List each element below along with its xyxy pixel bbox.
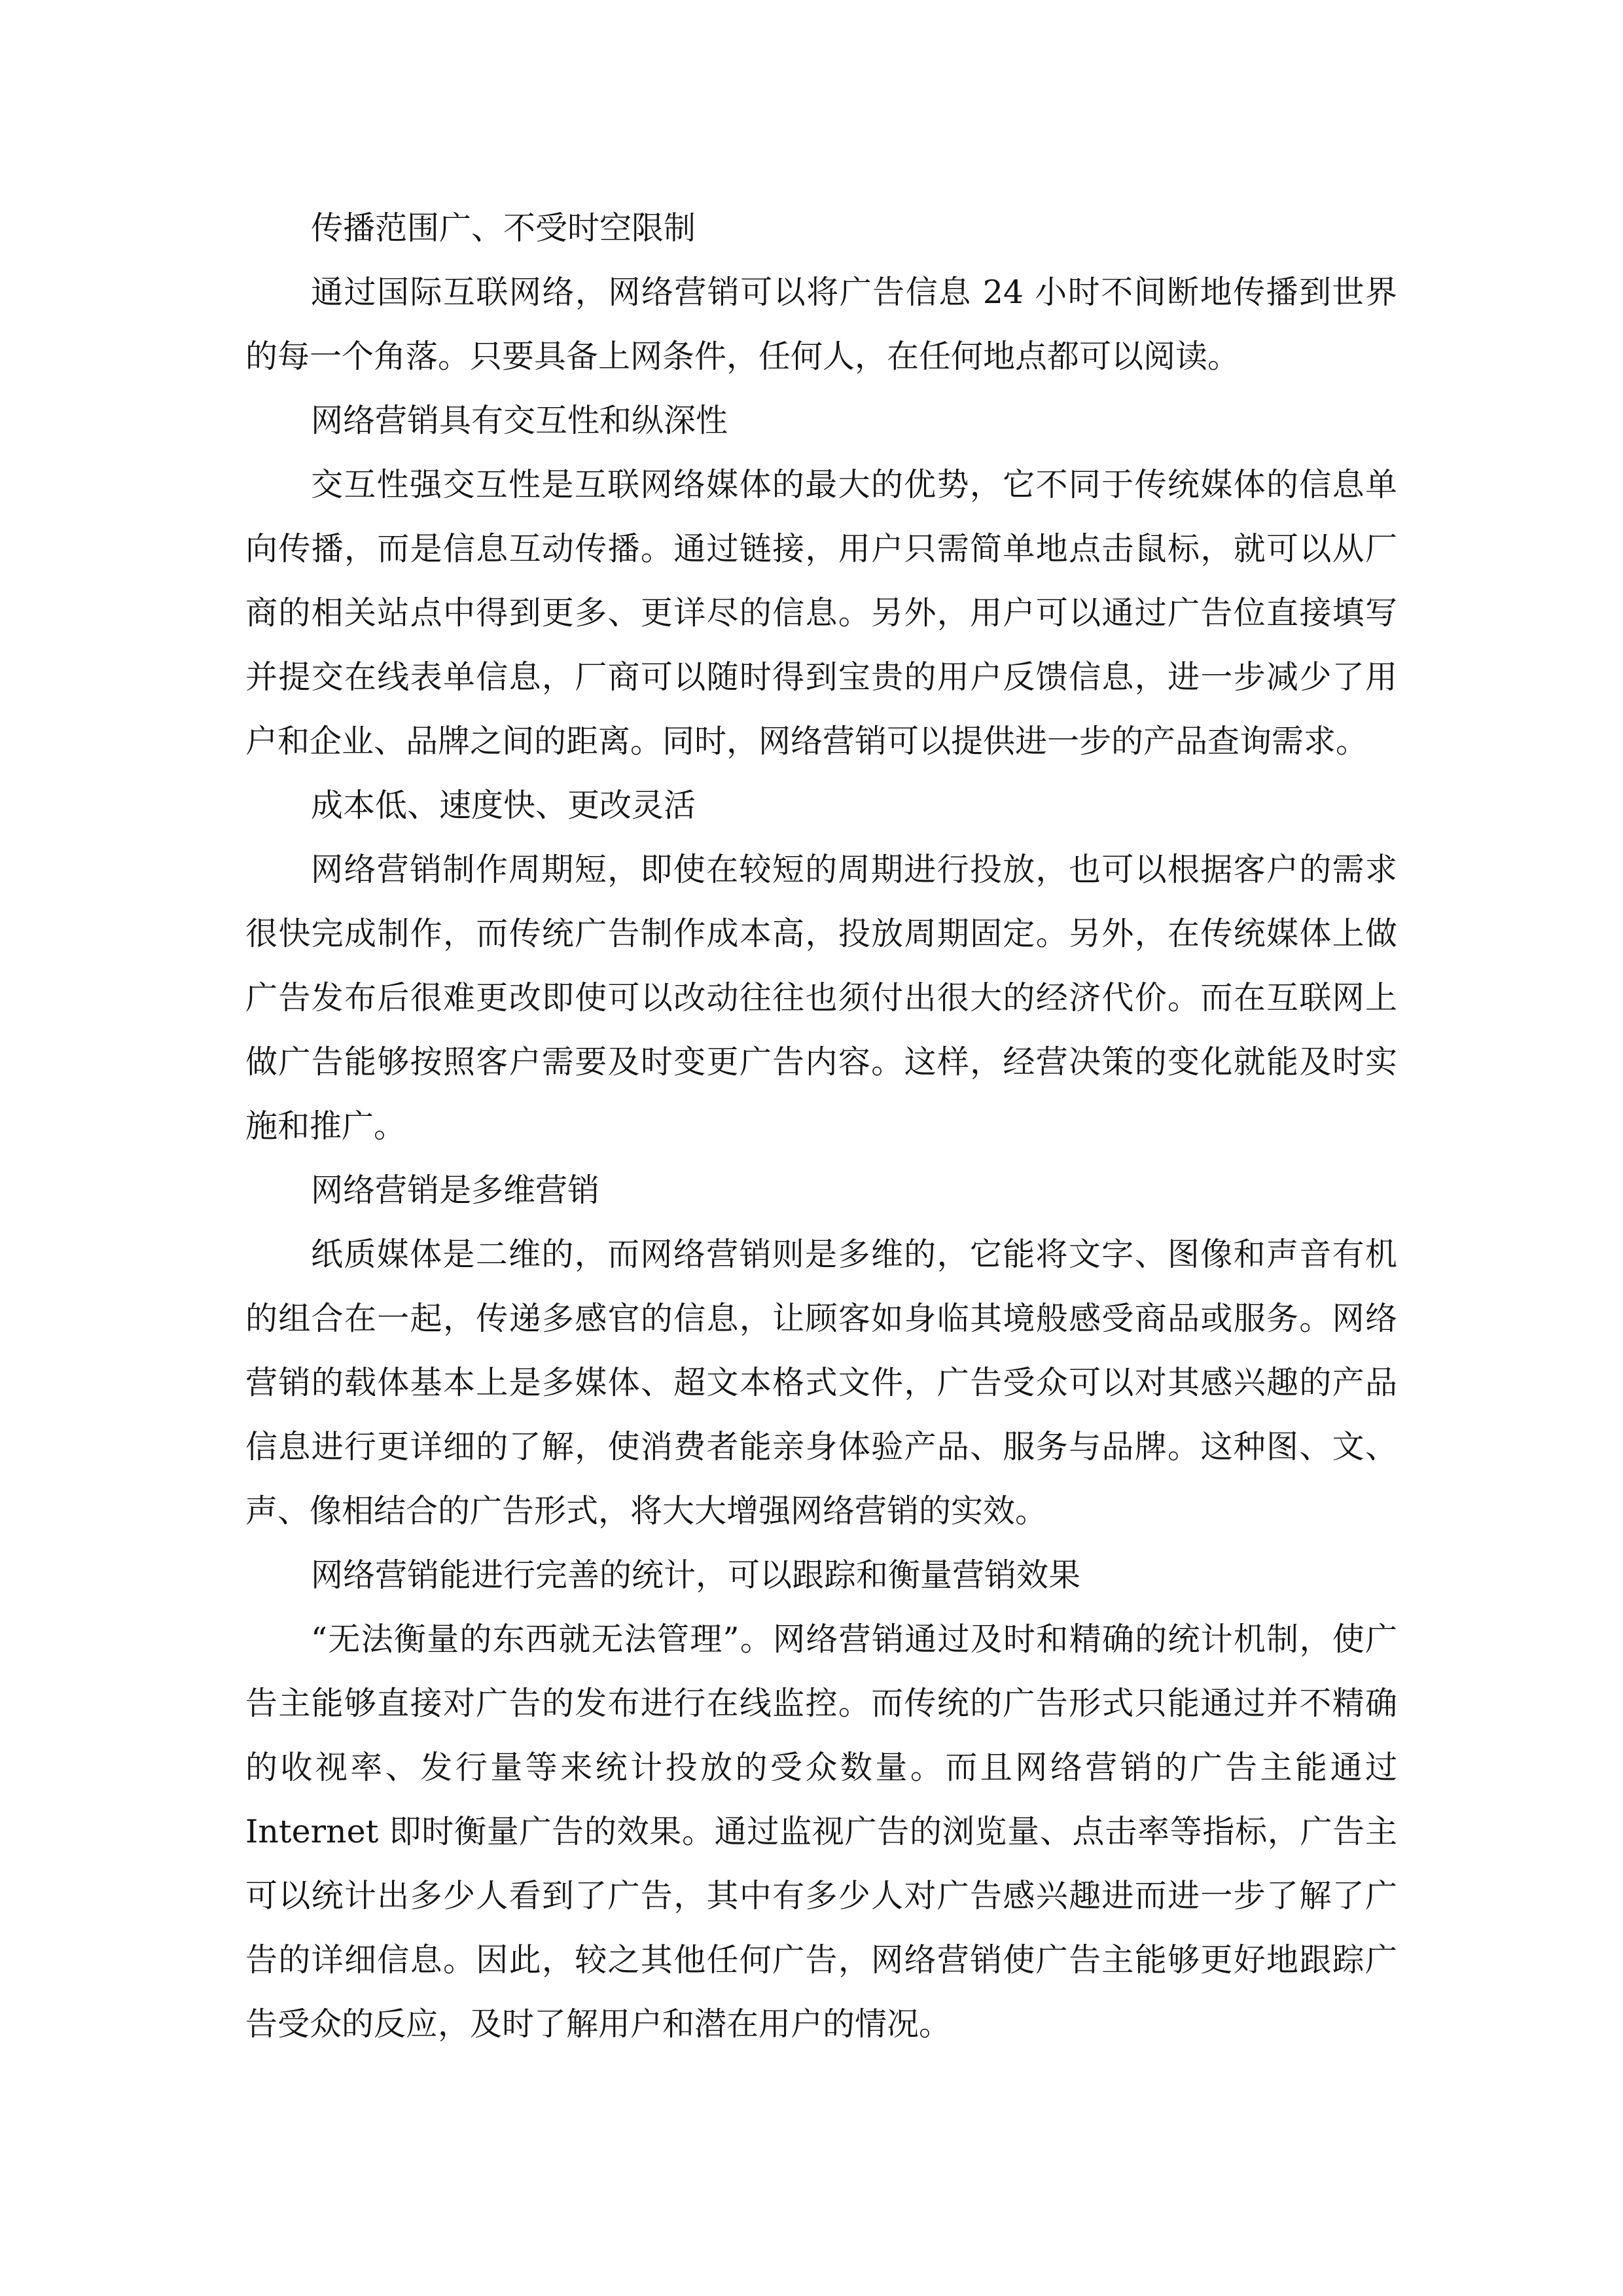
section-paragraph: 交互性强交互性是互联网络媒体的最大的优势，它不同于传统媒体的信息单向传播，而是信息互动传播。通过链接，用户只需简单地点击鼠标，就可以从厂商的相关站点中得到更多、更详尽的信息。另外，用户可以通过广告位直接填写并提交在线表单信息，厂商可以随时得到宝贵的用户反馈信息，进一步减少了用户和企业、品牌之间的距离。同时，网络营销可以提供进一步的产品查询需求。 (245, 466, 1397, 760)
section-heading: 网络营销具有交互性和纵深性 (311, 402, 728, 439)
section-paragraph: “无法衡量的东西就无法管理”。网络营销通过及时和精确的统计机制，使广告主能够直接对广告的发布进行在线监控。而传统的广告形式只能通过并不精确的收视率、发行量等来统计投放的受众数量。而且网络营销的广告主能通过Internet 即时衡量广告的效果。通过监视广告的浏览量、点击率等指标，广告主可以统计出多少人看到了广告，其中有多少人对广告感兴趣进而进一步了解了广告的详细信息。因此，较之其他任何广告，网络营销使广告主能够更好地跟踪广告受众的反应，及时了解用户和潜在用户的情况。 (245, 1621, 1397, 2043)
section-heading: 网络营销是多维营销 (311, 1172, 600, 1209)
section-heading: 传播范围广、不受时空限制 (311, 209, 696, 247)
section-heading: 网络营销能进行完善的统计，可以跟踪和衡量营销效果 (311, 1556, 1081, 1594)
section-paragraph: 通过国际互联网络，网络营销可以将广告信息 24 小时不间断地传播到世界的每一个角落。只要具备上网条件，任何人，在任何地点都可以阅读。 (245, 274, 1397, 375)
section-paragraph: 网络营销制作周期短，即使在较短的周期进行投放，也可以根据客户的需求很快完成制作，而传统广告制作成本高，投放周期固定。另外，在传统媒体上做广告发布后很难更改即使可以改动往往也须付出很大的经济代价。而在互联网上做广告能够按照客户需要及时变更广告内容。这样，经营决策的变化就能及时实施和推广。 (245, 851, 1397, 1145)
section-heading: 成本低、速度快、更改灵活 (311, 787, 696, 824)
document-body (245, 196, 1397, 2056)
section-paragraph: 纸质媒体是二维的，而网络营销则是多维的，它能将文字、图像和声音有机的组合在一起，传递多感官的信息，让顾客如身临其境般感受商品或服务。网络营销的载体基本上是多媒体、超文本格式文件，广告受众可以对其感兴趣的产品信息进行更详细的了解，使消费者能亲身体验产品、服务与品牌。这种图、文、声、像相结合的广告形式，将大大增强网络营销的实效。 (245, 1236, 1397, 1530)
